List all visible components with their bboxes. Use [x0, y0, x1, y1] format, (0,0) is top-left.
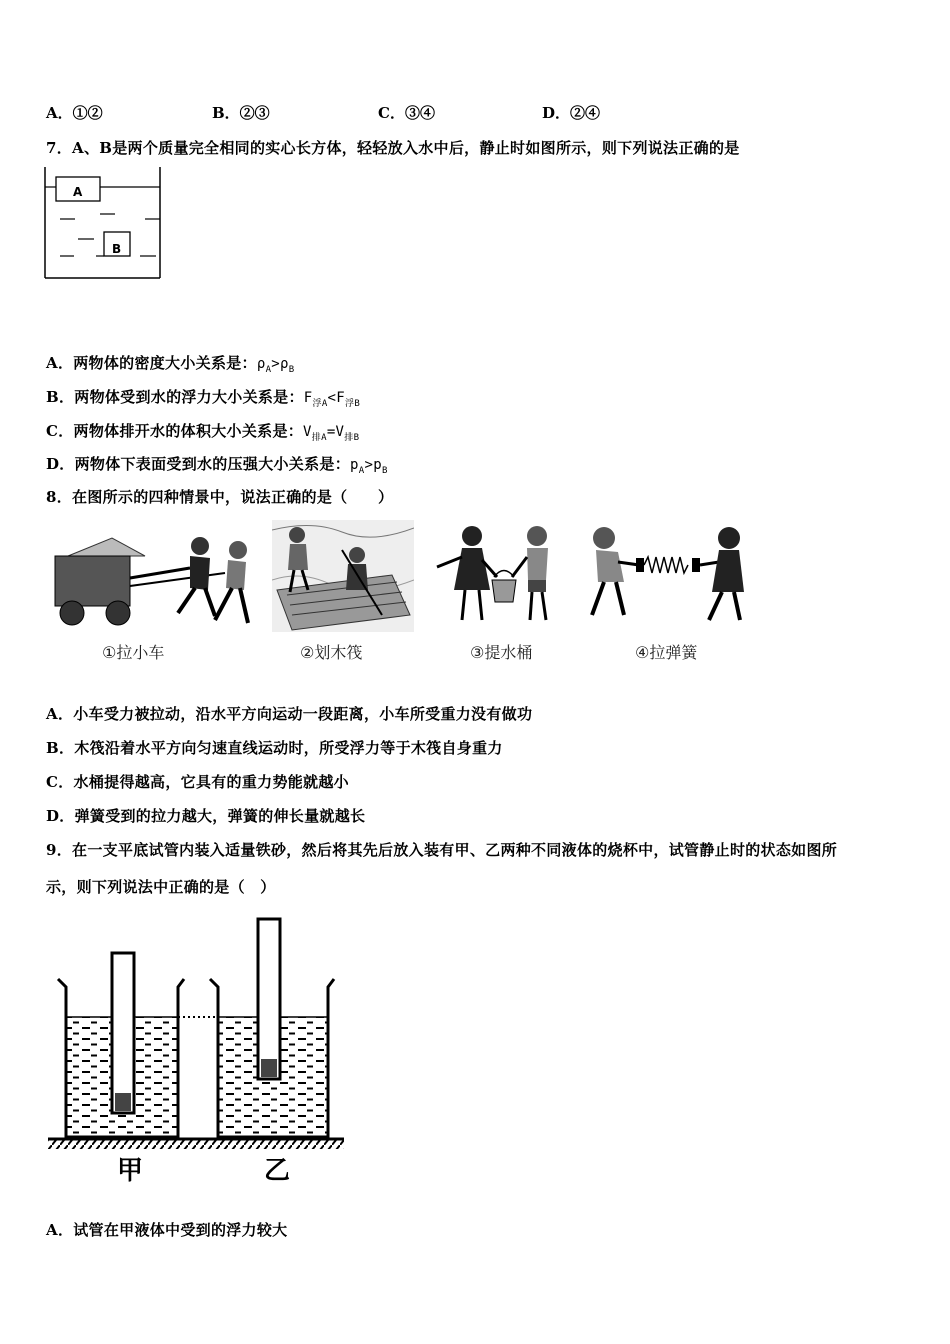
q9-stem-line2: 示，则下列说法中正确的是（ ） [46, 878, 276, 896]
q7-option-b-formula: F [303, 390, 313, 406]
label-yi: 乙 [264, 1156, 291, 1186]
scene-spring-image [584, 520, 746, 632]
label-jia: 甲 [117, 1156, 144, 1186]
q7-option-c-mid: =V [326, 424, 345, 440]
q7-option-b-sub2: 浮B [345, 398, 361, 409]
q7-option-d-mid: >p [364, 457, 382, 473]
q9-option-a: A．试管在甲液体中受到的浮力较大 [46, 1221, 288, 1239]
scene-bucket-image [432, 522, 564, 630]
q7-option-c-formula: V [303, 424, 312, 440]
caption-scene-3: ③提水桶 [470, 643, 533, 662]
q6-option-b: B．②③ [212, 104, 270, 122]
q9-stem-line1: 9．在一支平底试管内装入适量铁砂，然后将其先后放入装有甲、乙两种不同液体的烧杯中，试管静止时的状态如图所 [46, 841, 838, 859]
q7-option-d [46, 453, 388, 476]
q6-option-a: A．①② [46, 104, 103, 122]
q7-option-d-sub1: A [358, 465, 365, 476]
q8-option-d: D．弹簧受到的拉力越大，弹簧的伸长量就越长 [46, 807, 366, 825]
q8-option-b: B．木筏沿着水平方向匀速直线运动时，所受浮力等于木筏自身重力 [46, 739, 503, 757]
block-a-label: A [73, 185, 83, 199]
q7-option-a-sub1: A [265, 364, 272, 375]
q6-option-d: D．②④ [542, 104, 601, 122]
q7-option-b-text: B．两物体受到水的浮力大小关系是： [46, 388, 304, 406]
block-b-label: B [112, 242, 122, 256]
q8-option-c: C．水桶提得越高，它具有的重力势能就越小 [46, 773, 349, 791]
q7-option-d-sub2: B [381, 465, 388, 476]
q7-option-d-text: D．两物体下表面受到水的压强大小关系是： [46, 455, 351, 473]
scene-raft-image [272, 520, 414, 632]
q7-option-c-sub1: 排A [311, 432, 327, 443]
q7-option-c [46, 420, 359, 443]
caption-scene-1: ①拉小车 [102, 643, 165, 662]
q8-option-a: A．小车受力被拉动，沿水平方向运动一段距离，小车所受重力没有做功 [46, 705, 533, 723]
q7-option-b [46, 386, 360, 409]
q9-beakers-figure [44, 915, 349, 1190]
q6-option-c: C．③④ [378, 104, 435, 122]
q7-option-a-text: A．两物体的密度大小关系是： [46, 354, 257, 372]
scene-pull-cart-image [50, 528, 260, 633]
q7-figure [40, 164, 170, 284]
q7-option-a [46, 352, 294, 375]
caption-scene-4: ④拉弹簧 [635, 643, 698, 662]
q7-option-c-sub2: 排B [344, 432, 360, 443]
q7-option-b-mid: <F [327, 390, 346, 406]
q8-stem: 8．在图所示的四种情景中，说法正确的是（ ） [46, 488, 394, 506]
q7-option-a-sub2: B [288, 364, 295, 375]
q7-option-c-text: C．两物体排开水的体积大小关系是： [46, 422, 304, 440]
q7-stem: 7．A、B是两个质量完全相同的实心长方体，轻轻放入水中后，静止时如图所示，则下列说法正确的是 [46, 139, 740, 157]
q7-option-a-mid: >ρ [271, 356, 289, 372]
q7-option-a-formula: ρ [256, 356, 266, 372]
q7-option-b-sub1: 浮A [312, 398, 328, 409]
q7-option-d-formula: p [350, 457, 359, 473]
caption-scene-2: ②划木筏 [300, 643, 363, 662]
